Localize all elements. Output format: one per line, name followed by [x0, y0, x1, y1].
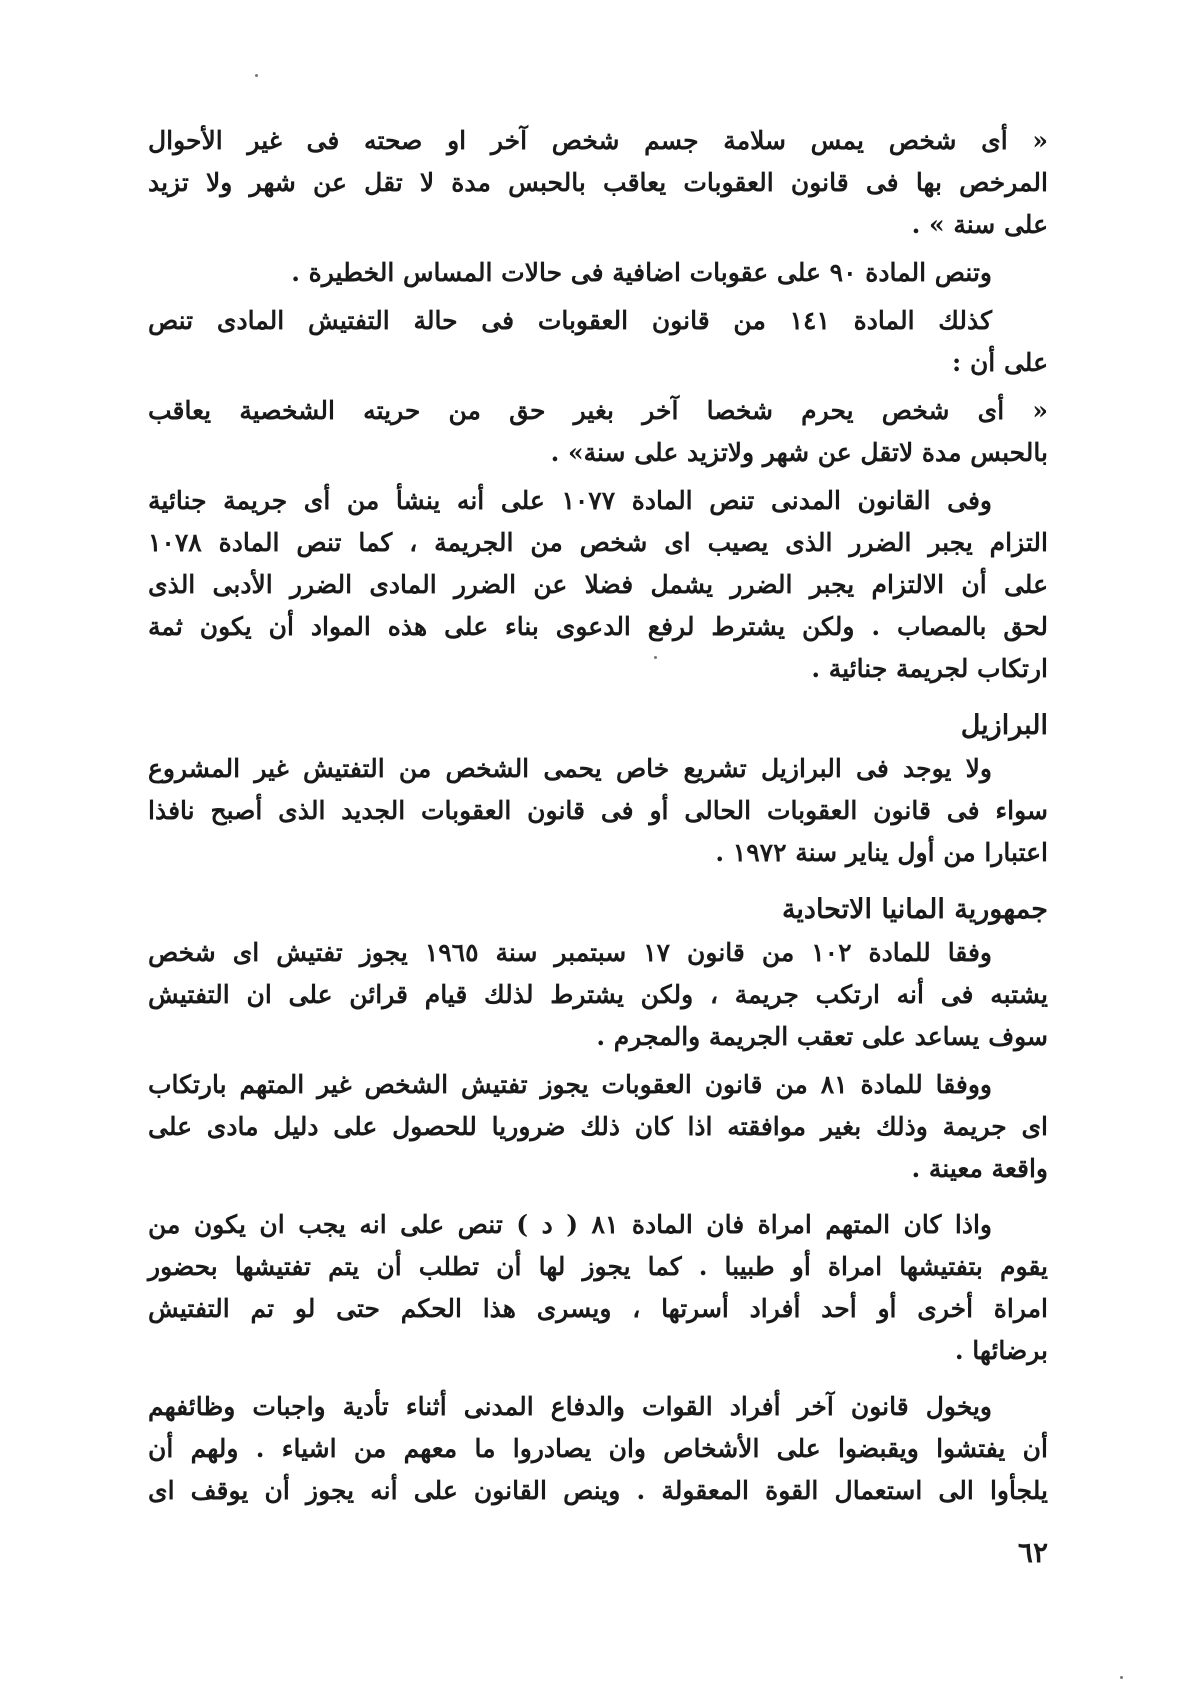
text-line: امراة أخرى أو أحد أفراد أسرتها ، ويسرى هذا الحكم حتى لو تم التفتيش — [148, 1294, 1048, 1323]
text-line: سواء فى قانون العقوبات الحالى أو فى قانون العقوبات الجديد الذى أصبح نافذا — [148, 796, 1048, 825]
text-line: واذا كان المتهم امراة فان المادة ٨١ ( د ) تنص على انه يجب ان يكون من — [148, 1210, 992, 1239]
document-page — [148, 120, 1048, 1512]
text-line: المرخص بها فى قانون العقوبات يعاقب بالحبس مدة لا تقل عن شهر ولا تزيد — [148, 168, 1048, 197]
section-heading: جمهورية المانيا الاتحادية — [781, 894, 1048, 925]
section-heading: البرازيل — [960, 710, 1048, 741]
paragraph — [148, 1064, 1048, 1190]
scan-speck — [255, 74, 258, 77]
text-line: اعتبارا من أول يناير سنة ١٩٧٢ . — [715, 838, 1048, 867]
text-line: سوف يساعد على تعقب الجريمة والمجرم . — [596, 1022, 1048, 1051]
paragraph — [148, 252, 1048, 294]
text-line: يشتبه فى أنه ارتكب جريمة ، ولكن يشترط لذلك قيام قرائن على ان التفتيش — [148, 980, 1048, 1009]
text-line: ووفقا للمادة ٨١ من قانون العقوبات يجوز تفتيش الشخص غير المتهم بارتكاب — [148, 1070, 992, 1099]
scan-speck — [1120, 1676, 1123, 1679]
text-line: بالحبس مدة لاتقل عن شهر ولاتزيد على سنة» . — [550, 438, 1048, 467]
paragraph — [148, 120, 1048, 246]
paragraph — [148, 1204, 1048, 1372]
text-line: على أن : — [952, 348, 1048, 377]
paragraph — [148, 300, 1048, 384]
paragraph — [148, 390, 1048, 474]
text-line: أن يفتشوا ويقبضوا على الأشخاص وان يصادروا ما معهم من اشياء . ولهم أن — [148, 1434, 1048, 1463]
text-line: واقعة معينة . — [911, 1154, 1048, 1183]
section-brazil — [148, 704, 1048, 874]
text-line: التزام يجبر الضرر الذى يصيب اى شخص من الجريمة ، كما تنص المادة ١٠٧٨ — [148, 528, 1048, 557]
text-line: وفقا للمادة ١٠٢ من قانون ١٧ سبتمبر سنة ١٩٦٥ يجوز تفتيش اى شخص — [148, 938, 992, 967]
section-germany — [148, 888, 1048, 1512]
text-line: ارتكاب لجريمة جنائية . — [811, 654, 1048, 683]
paragraph — [148, 932, 1048, 1058]
text-line: يقوم بتفتيشها امراة أو طبيبا . كما يجوز لها أن تطلب أن يتم تفتيشها بحضور — [148, 1252, 1048, 1281]
page-number: ٦٢ — [1017, 1536, 1048, 1569]
text-line: وتنص المادة ٩٠ على عقوبات اضافية فى حالات المساس الخطيرة . — [291, 258, 992, 287]
text-line: على أن الالتزام يجبر الضرر يشمل فضلا عن الضرر المادى الضرر الأدبى الذى — [148, 570, 1048, 599]
text-line: لحق بالمصاب . ولكن يشترط لرفع الدعوى بناء على هذه المواد أن يكون ثمة — [148, 612, 1048, 641]
text-line: يلجأوا الى استعمال القوة المعقولة . وينص القانون على أنه يجوز أن يوقف اى — [148, 1476, 1048, 1505]
text-line: كذلك المادة ١٤١ من قانون العقوبات فى حالة التفتيش المادى تنص — [148, 306, 992, 335]
text-line: وفى القانون المدنى تنص المادة ١٠٧٧ على أنه ينشأ من أى جريمة جنائية — [148, 486, 992, 515]
text-line: « أى شخص يمس سلامة جسم شخص آخر او صحته فى غير الأحوال — [148, 126, 1048, 155]
text-line: برضائها . — [954, 1336, 1048, 1365]
text-line: « أى شخص يحرم شخصا آخر بغير حق من حريته الشخصية يعاقب — [148, 396, 1048, 425]
text-line: ويخول قانون آخر أفراد القوات والدفاع المدنى أثناء تأدية واجبات وظائفهم — [148, 1392, 992, 1421]
text-line: على سنة » . — [911, 210, 1048, 239]
text-line: ولا يوجد فى البرازيل تشريع خاص يحمى الشخص من التفتيش غير المشروع — [148, 754, 992, 783]
paragraph — [148, 480, 1048, 690]
paragraph — [148, 1386, 1048, 1512]
text-line: اى جريمة وذلك بغير موافقته اذا كان ذلك ضروريا للحصول على دليل مادى على — [148, 1112, 1048, 1141]
